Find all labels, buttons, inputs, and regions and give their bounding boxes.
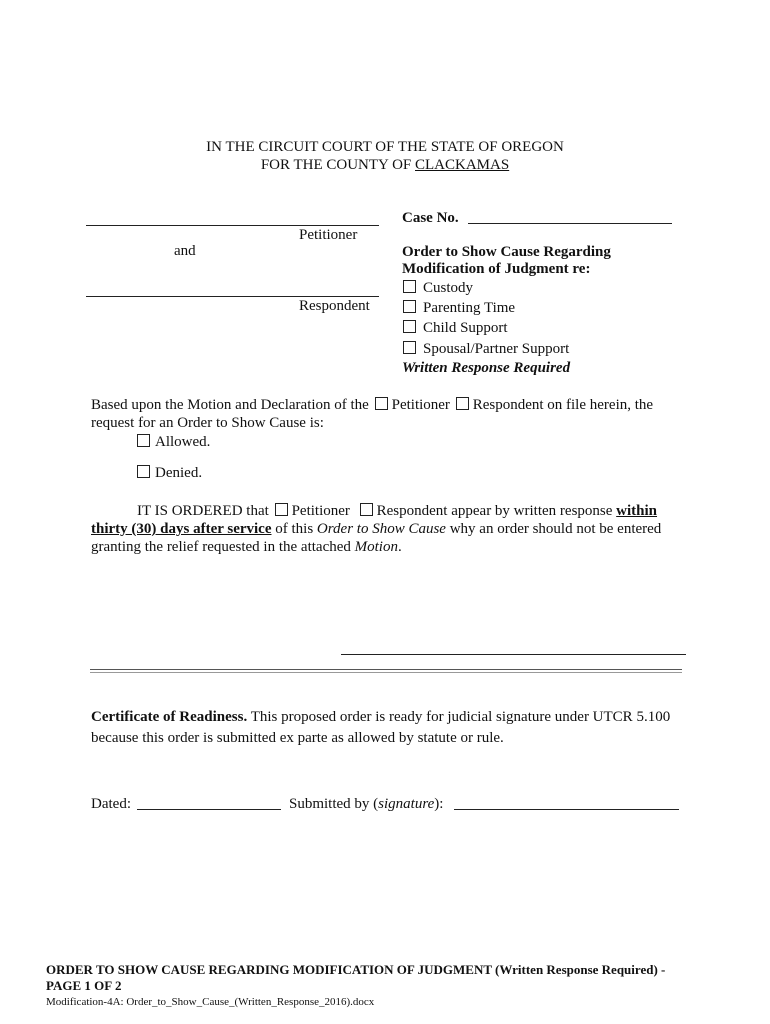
motion-petitioner-label: Petitioner [391,397,450,413]
footer-filename: Modification-4A: Order_to_Show_Cause_(Written_Response_2016).docx [46,996,375,1008]
written-response-label: Written Response Required [402,360,571,376]
ordered-text-d: why an order should not be entered [449,521,662,537]
certificate-line1 [91,709,670,726]
county-heading [0,157,770,174]
option-denied [137,465,202,482]
ordered-text-f: . [397,539,402,555]
option-child-support [403,320,508,337]
judge-signature-line[interactable] [341,654,686,655]
allowed-checkbox[interactable] [137,434,150,447]
spousal-support-label: Spousal/Partner Support [423,341,570,357]
ordered-petitioner-checkbox[interactable] [275,503,288,516]
respondent-label: Respondent [299,298,370,314]
dated-field[interactable] [137,809,281,810]
denied-label: Denied. [155,465,203,481]
spousal-support-checkbox[interactable] [403,341,416,354]
ordered-thirty-days: thirty (30) days after service [91,521,272,537]
ordered-line2 [91,521,661,538]
separator-line-bottom [90,672,682,673]
certificate-text1: This proposed order is ready for judicial signature under UTCR 5.100 [250,709,671,725]
child-support-label: Child Support [423,320,508,336]
submitted-by-text: Submitted by ( [289,796,379,812]
footer-title: ORDER TO SHOW CAUSE REGARDING MODIFICATION OF JUDGMENT (Written Response Required) - [46,962,666,977]
submitted-by-signature-field[interactable] [454,809,679,810]
motion-petitioner-checkbox[interactable] [375,397,388,410]
footer-page: PAGE 1 OF 2 [46,978,122,993]
separator-line-top [90,669,682,670]
ordered-text-a: IT IS ORDERED that [137,503,269,519]
child-support-checkbox[interactable] [403,320,416,333]
ordered-order-italic: Order to Show Cause [316,521,446,537]
parenting-time-checkbox[interactable] [403,300,416,313]
case-no-label: Case No. [402,210,459,226]
ordered-respondent-label: Respondent [376,503,448,519]
case-no-field[interactable] [468,223,672,224]
order-title-line2: Modification of Judgment re: [402,261,591,277]
petitioner-line [86,225,379,226]
respondent-line [86,296,379,297]
denied-checkbox[interactable] [137,465,150,478]
option-spousal-support [403,341,569,358]
motion-line2: request for an Order to Show Cause is: [91,415,324,431]
and-label: and [174,243,196,259]
ordered-text-b: appear by written response [451,503,613,519]
county-prefix: FOR THE COUNTY OF [260,157,415,173]
custody-label: Custody [423,280,474,296]
ordered-line1 [137,503,657,520]
certificate-title: Certificate of Readiness. [91,709,248,725]
ordered-line3 [91,539,402,556]
court-heading: IN THE CIRCUIT COURT OF THE STATE OF OREGON [206,139,564,155]
parenting-time-label: Parenting Time [423,300,516,316]
custody-checkbox[interactable] [403,280,416,293]
motion-text-a: Based upon the Motion and Declaration of the [91,397,369,413]
petitioner-label: Petitioner [299,227,358,243]
ordered-respondent-checkbox[interactable] [360,503,373,516]
option-parenting-time [403,300,515,317]
motion-respondent-checkbox[interactable] [456,397,469,410]
county-name: CLACKAMAS [415,157,510,173]
signature-italic: signature [378,796,435,812]
motion-text-b: on file herein, the [547,397,654,413]
ordered-motion-italic: Motion [354,539,398,555]
order-title-line1: Order to Show Cause Regarding [402,244,611,260]
ordered-text-c: of this [275,521,314,537]
ordered-text-e: granting the relief requested in the attached [91,539,351,555]
allowed-label: Allowed. [155,434,211,450]
option-custody [403,280,473,297]
submitted-by-label [289,796,443,813]
ordered-within: within [616,503,658,519]
certificate-line2: because this order is submitted ex parte as allowed by statute or rule. [91,730,504,746]
ordered-petitioner-label: Petitioner [291,503,350,519]
dated-label: Dated: [91,796,131,812]
motion-respondent-label: Respondent [472,397,544,413]
option-allowed [137,434,210,451]
motion-line1 [91,397,653,414]
submitted-by-close: ): [434,796,444,812]
